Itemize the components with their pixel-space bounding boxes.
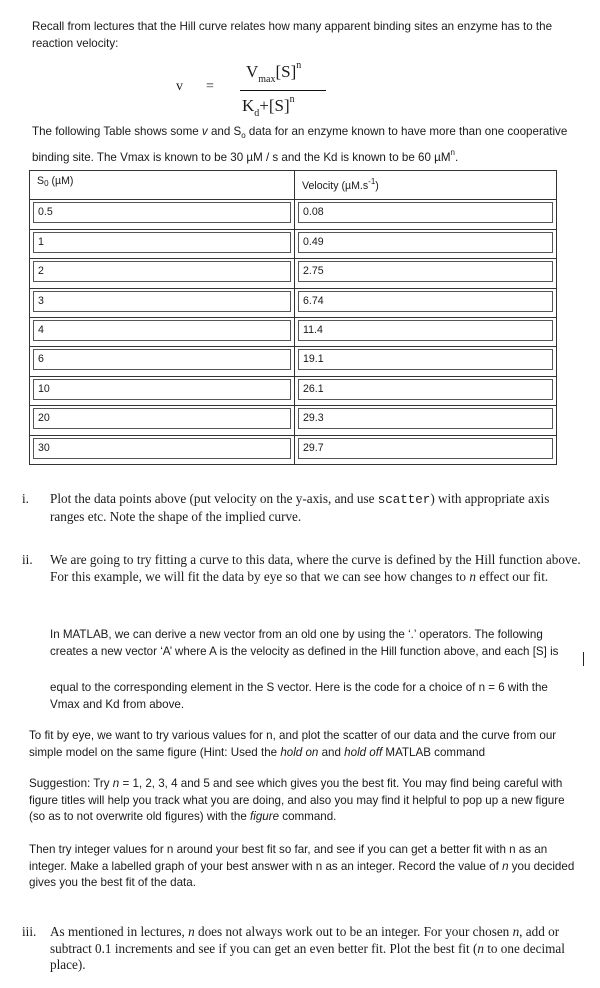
fit-para-text: MATLAB command xyxy=(382,745,486,759)
table-row xyxy=(30,288,557,317)
table-desc-text: . xyxy=(454,150,459,164)
s0-cell: 6 xyxy=(33,349,291,370)
question-iii-part: As mentioned in lectures, xyxy=(50,924,189,939)
integer-fit-paragraph xyxy=(29,842,581,892)
header-s0-text: S xyxy=(37,175,45,187)
velocity-cell: 0.49 xyxy=(298,232,553,253)
denominator xyxy=(242,94,295,119)
table-row xyxy=(30,200,557,229)
table-desc-sup: n xyxy=(450,147,455,157)
s0-cell: 20 xyxy=(33,408,291,429)
intro-paragraph: Recall from lectures that the Hill curve relates how many apparent binding sites an enzyme has to the reaction velocity: xyxy=(32,20,553,50)
velocity-cell: 2.75 xyxy=(298,261,553,282)
hill-equation xyxy=(176,60,396,126)
suggestion-text: command. xyxy=(279,810,337,823)
suggestion-text: Suggestion: Try xyxy=(29,777,113,790)
numerator xyxy=(246,60,301,85)
hold-off-term: hold off xyxy=(344,745,383,759)
numerator-substrate: [S] xyxy=(275,62,297,81)
data-table xyxy=(29,170,557,465)
table-row xyxy=(30,376,557,405)
table-desc-text: and S xyxy=(207,125,242,138)
table-desc-text: data for an enzyme known to have more than one cooperative binding site. The Vmax is known to be 30 µM / s and the Kd is known to be 60 µM xyxy=(32,125,568,164)
question-iii-part: to one decimal place). xyxy=(50,940,565,972)
equals-sign: = xyxy=(206,79,214,94)
table-row xyxy=(30,229,557,258)
velocity-cell: 26.1 xyxy=(298,379,553,400)
n-italic: n xyxy=(469,568,476,584)
n-italic: n xyxy=(112,777,120,790)
header-s0 xyxy=(30,171,295,200)
matlab-paragraph-1: In MATLAB, we can derive a new vector from an old one by using the ‘.’ operators. The following creates a new vector ‘A’ where A is the velocity as defined in the Hill function above, and each [S] is xyxy=(50,628,559,658)
n-italic: n xyxy=(188,924,195,939)
s0-cell: 4 xyxy=(33,320,291,341)
hold-on-term: hold on xyxy=(280,745,319,759)
velocity-cell: 29.7 xyxy=(298,438,553,459)
question-iii xyxy=(22,924,582,974)
fit-para-text: To fit by eye, we want to try various values for n, and plot the scatter of our data and the curve from our simple model on the same figure (Hint: Used the xyxy=(29,729,557,759)
s0-cell: 2 xyxy=(33,261,291,282)
velocity-cell: 0.08 xyxy=(298,202,553,223)
table-row xyxy=(30,435,557,464)
kd-letter: K xyxy=(242,96,255,115)
table-desc-sub: o xyxy=(241,131,246,140)
vmax-subscript: max xyxy=(258,74,276,85)
header-velocity xyxy=(295,171,557,200)
vmax-letter: V xyxy=(246,62,259,81)
velocity-symbol: v xyxy=(176,79,183,94)
n-italic: n xyxy=(477,940,484,956)
denominator-exponent: n xyxy=(289,94,295,105)
fit-by-eye-paragraph xyxy=(29,728,581,761)
s0-cell: 0.5 xyxy=(33,202,291,223)
n-italic: n xyxy=(502,859,509,873)
header-velocity-close: ) xyxy=(375,180,379,192)
header-velocity-text: Velocity (µM.s xyxy=(302,180,369,192)
question-ii xyxy=(22,552,582,585)
question-i-part: ) with appropriate axis ranges etc. Note the shape of the implied curve. xyxy=(50,491,550,524)
question-i-number: i. xyxy=(22,491,29,506)
s0-cell: 1 xyxy=(33,232,291,253)
table-header-row xyxy=(30,171,557,200)
s0-cell: 30 xyxy=(33,438,291,459)
question-iii-part: , add or subtract 0.1 increments and see if you can get an even better fit. Plot the best fit ( xyxy=(50,924,560,956)
then-para-text: you decided gives you the best fit of the data. xyxy=(29,859,575,889)
then-para-text: Then try integer values for n around your best fit so far, and see if you can get a better fit with n as an integer. Make a labelled graph of your best answer with n as an integer. Record the value of xyxy=(29,843,548,873)
header-s0-sub: 0 xyxy=(44,179,49,188)
question-ii-number: ii. xyxy=(22,552,33,567)
scatter-code: scatter xyxy=(377,493,431,507)
n-italic: n xyxy=(512,924,520,939)
header-velocity-sup: -1 xyxy=(368,177,376,186)
velocity-cell: 19.1 xyxy=(298,349,553,370)
numerator-exponent: n xyxy=(296,60,302,71)
kd-subscript: d xyxy=(254,108,260,119)
fraction-bar xyxy=(240,90,326,91)
table-desc-v: v xyxy=(201,125,208,138)
question-iii-part: does not always work out to be an integer. For your chosen xyxy=(194,924,513,939)
figure-term: figure xyxy=(250,810,280,823)
s0-cell: 3 xyxy=(33,291,291,312)
table-description xyxy=(32,124,572,166)
question-i-part: Plot the data points above (put velocity on the y-axis, and use xyxy=(50,491,378,506)
question-iii-number: iii. xyxy=(22,924,37,939)
velocity-cell: 29.3 xyxy=(298,408,553,429)
denominator-substrate: +[S] xyxy=(259,96,290,115)
question-ii-text xyxy=(50,552,582,585)
table-row xyxy=(30,317,557,346)
table-row xyxy=(30,259,557,288)
table-desc-text: The following Table shows some xyxy=(32,125,202,138)
suggestion-paragraph xyxy=(29,776,581,826)
question-iii-text xyxy=(50,924,582,974)
table-row xyxy=(30,347,557,376)
header-s0-unit: (µM) xyxy=(48,175,74,187)
velocity-cell: 11.4 xyxy=(298,320,553,341)
text-cursor xyxy=(583,652,584,666)
suggestion-text: = 1, 2, 3, 4 and 5 and see which gives you the best fit. You may find being careful with figure titles will help you track what you are doing, and also you may find it helpful to pop up a new figure (so as to not overwrite old figures) with the xyxy=(29,777,565,823)
fit-para-text: and xyxy=(318,745,345,759)
question-i xyxy=(22,491,582,525)
question-ii-part: effect our fit. xyxy=(475,568,549,584)
question-i-text xyxy=(50,491,582,525)
matlab-paragraph-2: equal to the corresponding element in the S vector. Here is the code for a choice of n = 6 with the Vmax and Kd from above. xyxy=(50,681,548,711)
velocity-cell: 6.74 xyxy=(298,291,553,312)
s0-cell: 10 xyxy=(33,379,291,400)
table-row xyxy=(30,406,557,435)
question-ii-part: We are going to try fitting a curve to this data, where the curve is defined by the Hill function above. For this example, we will fit the data by eye so that we can see how changes to xyxy=(50,552,581,584)
